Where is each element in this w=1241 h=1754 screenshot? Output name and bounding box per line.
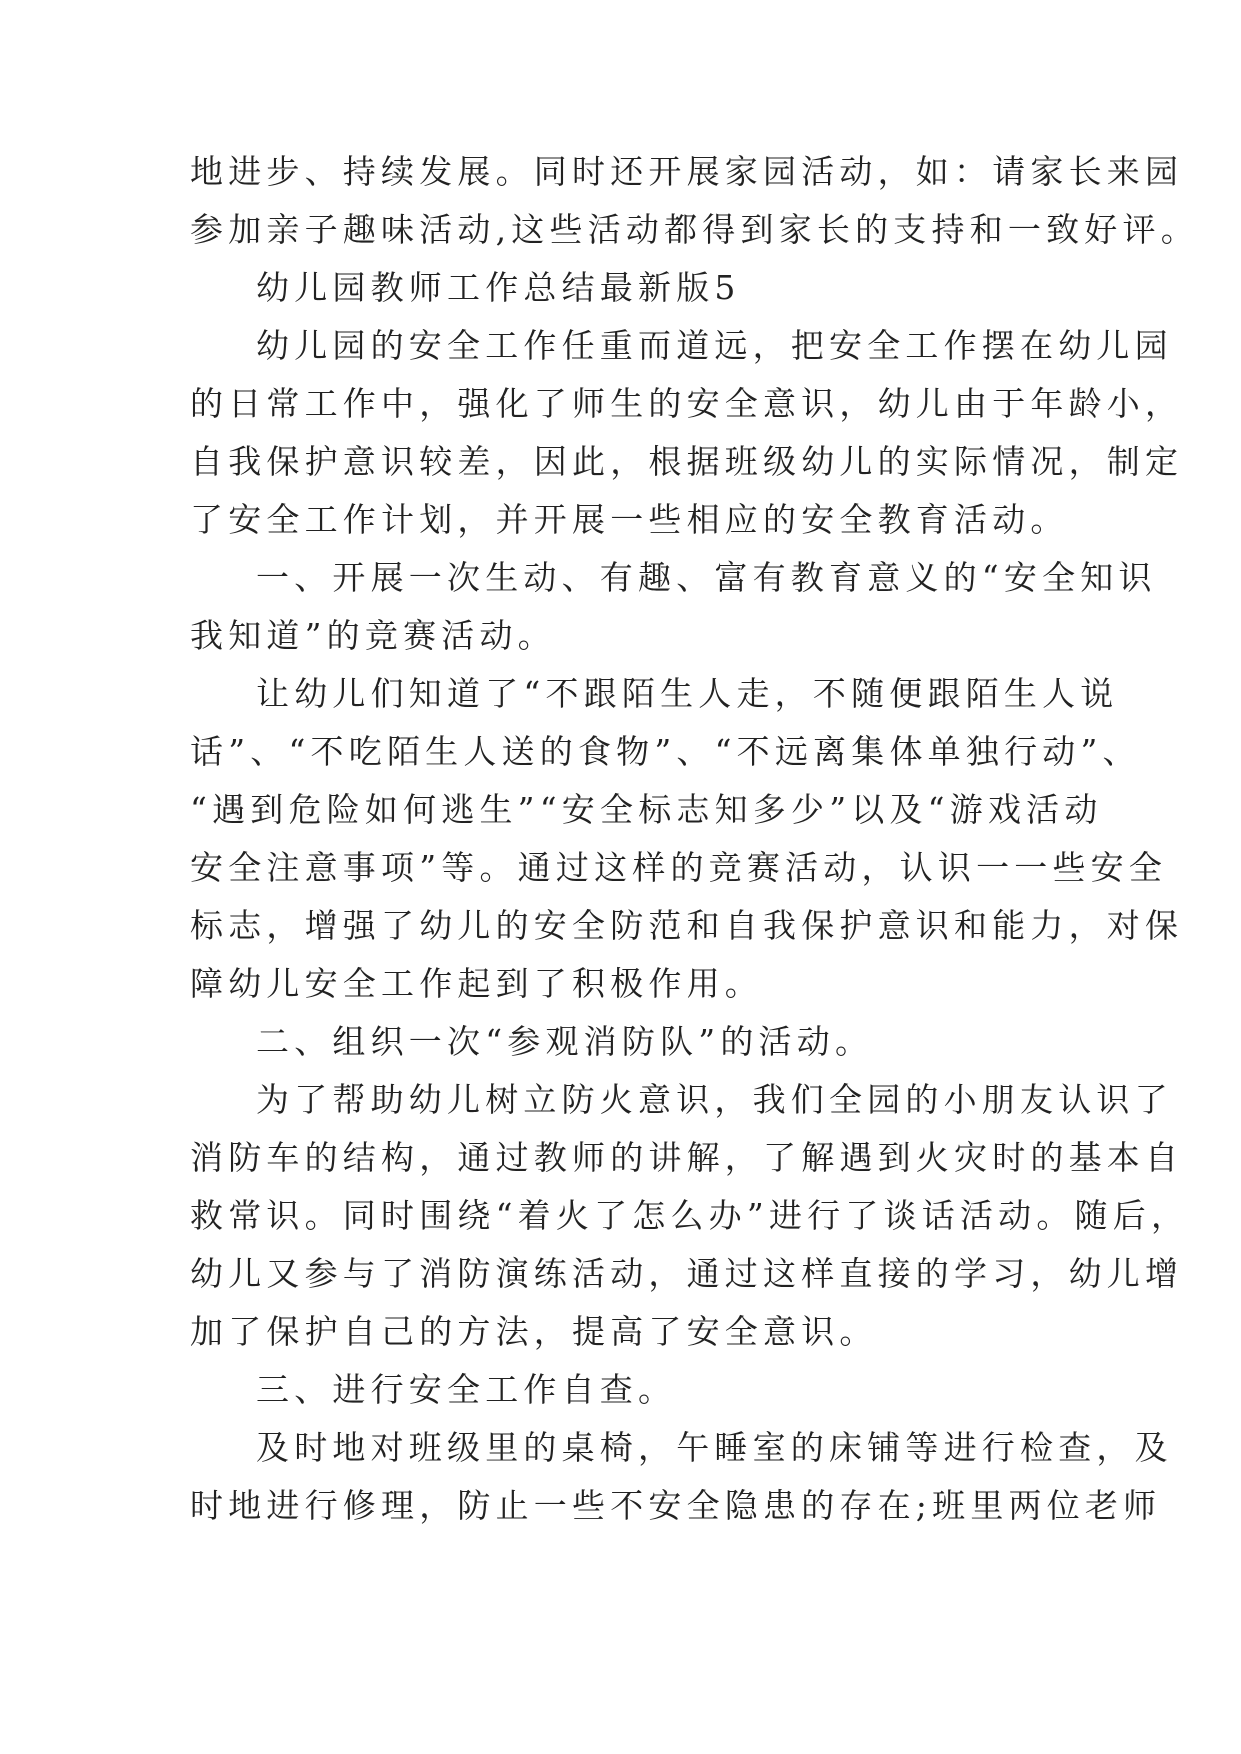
document-text-line: “遇到危险如何逃生”“安全标志知多少”以及“游戏活动 [190,790,1103,829]
document-text-line: 幼儿园的安全工作任重而道远，把安全工作摆在幼儿园 [256,326,1173,365]
document-text-line: 标志，增强了幼儿的安全防范和自我保护意识和能力，对保 [190,906,1184,945]
document-text-line: 加了保护自己的方法，提高了安全意识。 [190,1312,878,1351]
document-text-line: 话”、“不吃陌生人送的食物”、“不远离集体单独行动”、 [190,732,1141,771]
document-text-line: 参加亲子趣味活动,这些活动都得到家长的支持和一致好评。 [190,210,1199,249]
document-text-line: 我知道”的竞赛活动。 [190,616,556,655]
document-text-line: 的日常工作中，强化了师生的安全意识，幼儿由于年龄小， [190,384,1184,423]
document-text-line: 了安全工作计划，并开展一些相应的安全教育活动。 [190,500,1069,539]
document-text-line: 救常识。同时围绕“着火了怎么办”进行了谈话活动。随后， [190,1196,1190,1235]
document-text-line: 时地进行修理，防止一些不安全隐患的存在;班里两位老师 [190,1486,1162,1525]
document-text-line: 幼儿又参与了消防演练活动，通过这样直接的学习，幼儿增 [190,1254,1184,1293]
document-text-line: 安全注意事项”等。通过这样的竞赛活动，认识一一些安全 [190,848,1168,887]
document-text-line: 为了帮助幼儿树立防火意识，我们全园的小朋友认识了 [256,1080,1173,1119]
document-text-line: 三、进行安全工作自查。 [256,1370,677,1409]
document-text-line: 消防车的结构，通过教师的讲解，了解遇到火灾时的基本自 [190,1138,1184,1177]
document-text-line: 及时地对班级里的桌椅，午睡室的床铺等进行检查，及 [256,1428,1173,1467]
document-text-line: 障幼儿安全工作起到了积极作用。 [190,964,763,1003]
document-text-line: 自我保护意识较差，因此，根据班级幼儿的实际情况，制定 [190,442,1184,481]
document-text-line: 幼儿园教师工作总结最新版5 [256,268,741,307]
document-text-line: 让幼儿们知道了“不跟陌生人走，不随便跟陌生人说 [256,674,1119,713]
document-text-line: 一、开展一次生动、有趣、富有教育意义的“安全知识 [256,558,1157,597]
document-text-line: 地进步、持续发展。同时还开展家园活动，如：请家长来园 [190,152,1184,191]
document-text-line: 二、组织一次“参观消防队”的活动。 [256,1022,874,1061]
